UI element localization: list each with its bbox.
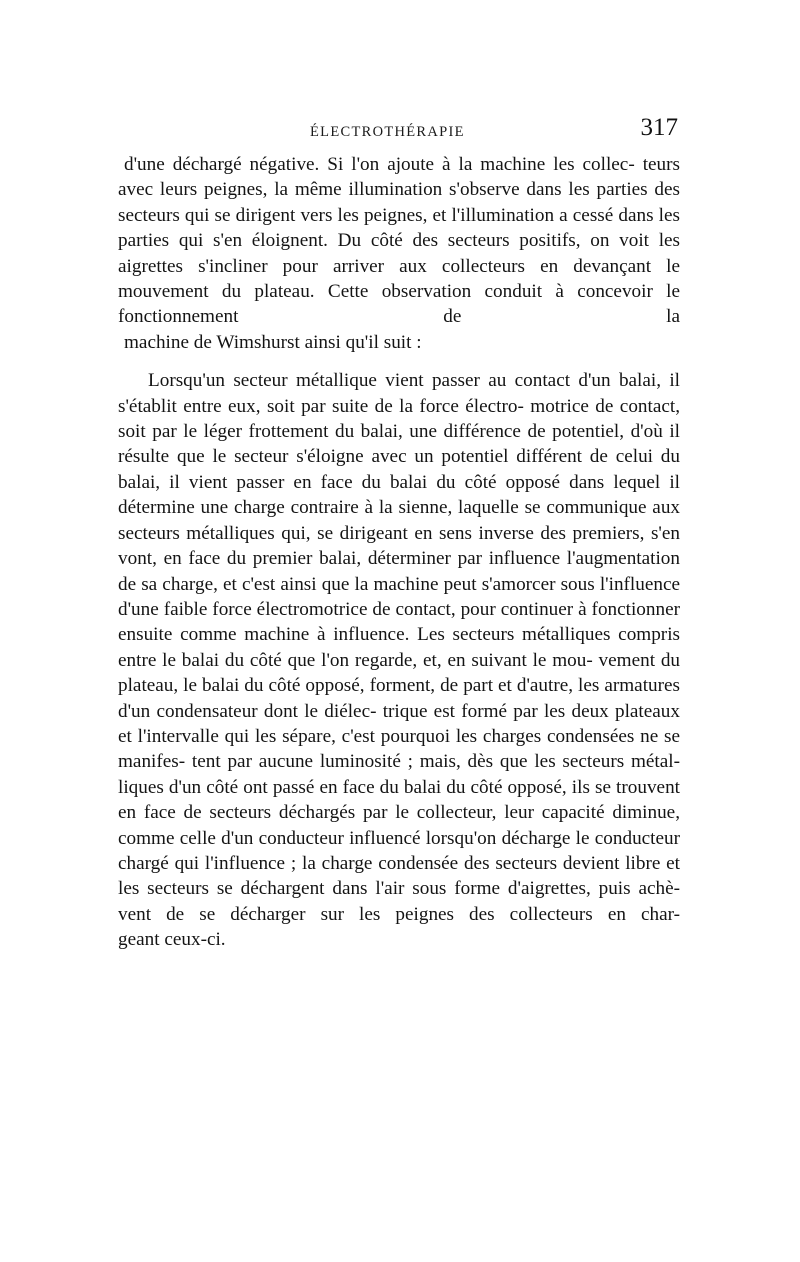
paragraph-2-line-5: avec un potentiel différent de celui du balai, il vient passer en <box>118 446 680 493</box>
paragraph-2-line-18: sépare, c'est pourquoi les charges condensées ne se manifes- <box>118 725 681 773</box>
paragraph-2-line-8: secteurs métalliques qui, se dirigeant en sens inverse des <box>118 522 566 544</box>
paragraph-1-line-3: les parties des secteurs qui se dirigent vers les peignes, et <box>118 179 680 226</box>
paragraph-1-line-4: l'illumination a cessé dans les parties qui s'en éloignent. Du <box>118 204 680 252</box>
paragraph-2-line-22: leur capacité diminue, comme celle d'un conducteur influencé <box>118 802 680 849</box>
paragraph-2-line-9: premiers, s'en vont, en face du premier balai, déterminer par <box>118 522 680 570</box>
paragraph-2-line-25: se déchargent dans l'air sous forme d'aigrettes, puis achè- <box>216 878 680 900</box>
paragraph-2-line-1: Lorsqu'un secteur métallique vient passer au contact d'un <box>148 370 611 392</box>
paragraph-2-line-16: et d'autre, les armatures d'un condensateur dont le diélec- <box>118 675 681 722</box>
page-number: 317 <box>640 114 678 141</box>
paragraph-1-line-6: arriver aux collecteurs en devançant le mouvement du plateau. <box>118 255 680 303</box>
paragraph-1-line-2: teurs avec leurs peignes, la même illumination s'observe dans <box>118 154 680 201</box>
paragraph-2-line-24: charge condensée des secteurs devient libre et les secteurs <box>118 852 681 900</box>
paragraph-2-line-19: tent par aucune luminosité ; mais, dès que les secteurs métal- <box>191 751 681 773</box>
paragraph-1-line-7: Cette observation conduit à concevoir le fonctionnement de la <box>118 281 681 328</box>
paragraph-2-line-26: vent de se décharger sur les peignes des collecteurs en char- <box>118 903 680 925</box>
paragraph-2-line-23: lorsqu'on décharge le conducteur chargé qui l'influence ; la <box>118 827 681 874</box>
paragraph-2-line-17: trique est formé par les deux plateaux et l'intervalle qui les <box>118 700 680 747</box>
paragraph-2-line-12: électromotrice de contact, pour continuer à fonctionner ensuite <box>118 598 680 646</box>
paragraph-2-line-20: liques d'un côté ont passé en face du balai du côté opposé, ils <box>118 776 590 798</box>
paragraph-1-line-1: d'une déchargé négative. Si l'on ajoute à la machine les collec- <box>124 154 635 175</box>
paragraph-1-last-line: machine de Wimshurst ainsi qu'il suit : <box>124 331 422 353</box>
paragraph-2-line-10: influence l'augmentation de sa charge, et c'est ainsi que la <box>118 548 680 595</box>
running-header <box>118 112 680 146</box>
running-title: ÉLECTROTHÉRAPIE <box>310 124 465 140</box>
paragraph-2-line-15: vement du plateau, le balai du côté opposé, forment, de part <box>118 649 681 697</box>
paragraph-1 <box>118 152 680 330</box>
paragraph-2-line-14: entre le balai du côté que l'on regarde, et, en suivant le mou- <box>118 649 593 671</box>
paragraph-2 <box>118 368 680 927</box>
paragraph-2-line-11: machine peut s'amorcer sous l'influence d'une faible force <box>118 573 680 620</box>
paragraph-2-line-21: se trouvent en face de secteurs déchargés par le collecteur, <box>118 776 680 824</box>
paragraph-2-line-6: face du balai du côté opposé dans lequel il détermine une <box>118 471 680 519</box>
paragraph-2-end <box>118 927 680 952</box>
paragraph-2-line-7: charge contraire à la sienne, laquelle se communique aux <box>234 497 681 519</box>
paragraph-1-end <box>118 330 680 355</box>
paragraph-2-line-3: motrice de contact, soit par le léger frottement du balai, une <box>118 395 680 443</box>
body-text <box>118 152 680 953</box>
paragraph-2-line-2: balai, il s'établit entre eux, soit par suite de la force électro- <box>118 370 681 417</box>
paragraph-2-line-13: comme machine à influence. Les secteurs métalliques compris <box>180 624 680 646</box>
paragraph-2-line-4: différence de potentiel, d'où il résulte que le secteur s'éloigne <box>118 421 681 468</box>
paragraph-1-line-5: côté des secteurs positifs, on voit les aigrettes s'incliner pour <box>118 230 681 277</box>
paragraph-2-last-line: geant ceux-ci. <box>118 929 226 951</box>
